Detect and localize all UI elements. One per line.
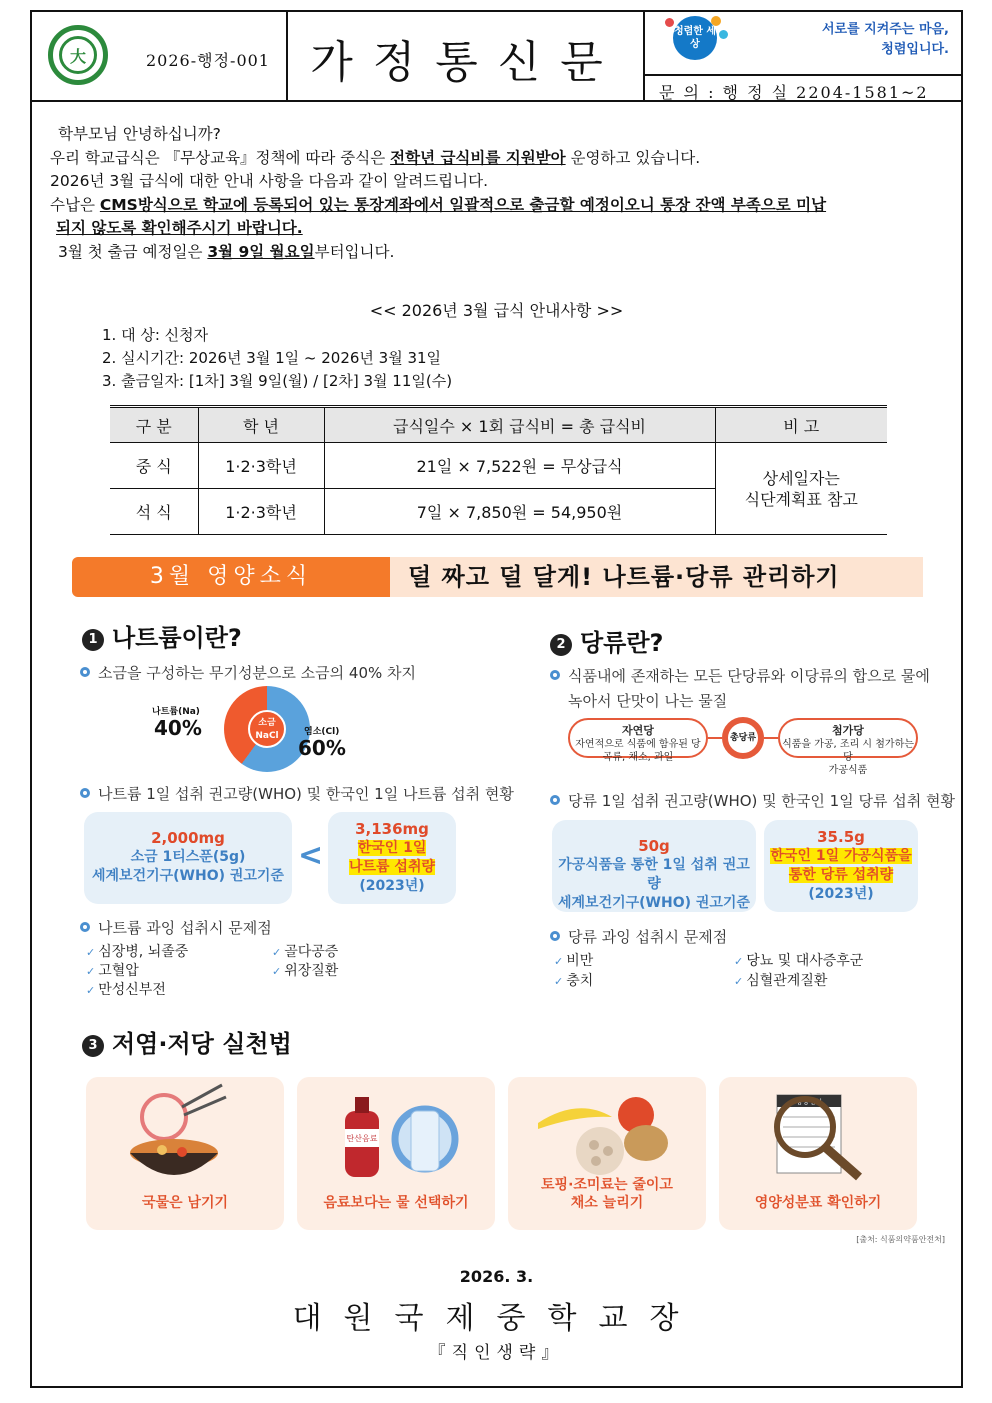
check-icon: ✓ — [272, 946, 282, 959]
soup-bowl-icon — [86, 1077, 284, 1187]
problem-text: 심장병, 뇌졸중 — [98, 944, 189, 960]
school-emblem-icon: 大 — [48, 25, 108, 85]
tip-label: 영양성분표 확인하기 — [754, 1195, 882, 1211]
card-line: (2023년) — [359, 878, 425, 894]
check-icon: ✓ — [554, 975, 564, 988]
logo-dot-icon — [719, 30, 728, 39]
greeting: 학부모님 안녕하십니까? — [58, 125, 221, 143]
text-span: 부터입니다. — [314, 242, 395, 261]
pie-center-line: NaCl — [255, 731, 279, 741]
table-row — [110, 443, 887, 489]
banner-headline: 덜 짜고 덜 달게! 나트륨·당류 관리하기 — [390, 557, 923, 597]
card-value: 35.5g — [817, 828, 865, 846]
issue-date: 2026. 3. — [459, 1267, 534, 1286]
heading-text: 저염·저당 실천법 — [112, 1030, 292, 1058]
sodium-desc — [80, 662, 416, 683]
seal-omitted: 『직인생략』 — [428, 1343, 565, 1363]
notice-item: 2. 실시기간: 2026년 3월 1일 ~ 2026년 3월 31일 — [102, 349, 442, 367]
document-frame — [30, 10, 963, 1388]
problem-text: 골다공증 — [284, 944, 339, 960]
sugar-desc — [550, 664, 930, 714]
problem-item — [554, 972, 593, 991]
pill-line: 가공식품 — [828, 765, 868, 776]
drink-bottles-icon — [297, 1077, 495, 1187]
intro-line: 되지 않도록 확인해주시기 바랍니다. — [56, 219, 303, 237]
header-left-cell — [32, 12, 288, 100]
tip-card-water — [297, 1077, 495, 1230]
page-title: 가정통신문 — [310, 37, 623, 88]
pie-center-line: 소금 — [258, 718, 276, 728]
problem-item — [554, 952, 593, 971]
emphasis-text: CMS방식으로 학교에 등록되어 있는 통장계좌에서 일괄적으로 출금할 예정이오니 통장 잔액 부족으로 미납 — [99, 195, 827, 214]
number-badge: 3 — [82, 1035, 104, 1057]
sodium-intake-title — [80, 783, 514, 804]
check-icon: ✓ — [86, 946, 96, 959]
problem-item — [86, 962, 139, 981]
emphasis-text: 전학년 급식비를 지원받아 — [390, 148, 566, 167]
check-icon: ✓ — [86, 965, 96, 978]
bullet-text: 나트륨 과잉 섭취시 문제점 — [98, 919, 272, 937]
notice-items — [102, 324, 452, 393]
number-badge: 1 — [82, 629, 104, 651]
tip-card-label — [719, 1077, 917, 1230]
bullet-text: 당류 과잉 섭취시 문제점 — [568, 928, 728, 946]
logo-dot-icon — [665, 18, 674, 27]
chlorine-label: 염소(Cl) — [304, 727, 340, 737]
problem-item — [734, 972, 827, 991]
pill-line: 곡류, 채소, 과일 — [602, 752, 674, 763]
fee-table — [110, 405, 887, 535]
table-cell: 7일 × 7,850원 = 54,950원 — [324, 489, 715, 535]
card-value: 50g — [638, 837, 670, 855]
bullet-text: 녹아서 단맛이 나는 물질 — [568, 692, 728, 710]
notice-item: 1. 대 상: 신청자 — [102, 326, 209, 344]
integrity-logo-icon: 청렴한 세상 — [673, 16, 717, 60]
check-icon: ✓ — [86, 984, 96, 997]
card-highlight: 통한 당류 섭취량 — [788, 867, 894, 883]
contact-row — [645, 74, 961, 100]
check-icon: ✓ — [272, 965, 282, 978]
col-header: 비 고 — [715, 407, 887, 443]
problem-item — [272, 943, 338, 962]
table-header-row — [110, 407, 887, 443]
sodium-who-card — [84, 812, 292, 904]
source-note: [출처: 식품의약품안전처] — [856, 1235, 945, 1244]
card-line: 세계보건기구(WHO) 권고기준 — [92, 868, 284, 884]
natural-sugar-pill — [568, 718, 708, 763]
intro-line — [50, 241, 945, 265]
magnifier-label-icon — [719, 1077, 917, 1187]
slogan-text: 서로를 지켜주는 마음, 청렴입니다. — [821, 22, 949, 57]
problem-item — [272, 962, 338, 981]
header-title-cell — [288, 12, 645, 100]
vegetables-icon — [508, 1077, 706, 1187]
header-right-cell — [645, 12, 961, 100]
col-header: 급식일수 × 1회 급식비 = 총 급식비 — [324, 407, 715, 443]
pill-line: 자연적으로 식품에 함유된 당 — [575, 739, 701, 750]
note-line: 식단계획표 참고 — [744, 489, 858, 509]
card-line: 세계보건기구(WHO) 권고기준 — [558, 895, 750, 911]
sodium-heading — [82, 618, 242, 653]
bullet-icon — [80, 667, 90, 677]
problem-text: 충치 — [566, 973, 594, 989]
problem-text: 만성신부전 — [98, 982, 166, 998]
problem-text: 당뇨 및 대사증후군 — [746, 953, 864, 969]
doc-number: 2026-행정-001 — [146, 51, 270, 70]
card-highlight: 한국인 1일 가공식품을 — [770, 848, 912, 864]
connector-line — [708, 737, 722, 739]
sodium-label: 나트륨(Na) — [152, 707, 200, 717]
principal-name: 대원국제중학교장 — [292, 1301, 701, 1336]
bullet-icon — [80, 922, 90, 932]
problem-text: 비만 — [566, 953, 594, 969]
card-line: 가공식품을 통한 1일 섭취 권고량 — [558, 857, 750, 892]
card-highlight: 한국인 1일 — [357, 840, 427, 856]
bullet-text: 당류 1일 섭취 권고량(WHO) 및 한국인 1일 당류 섭취 현황 — [568, 792, 955, 810]
bullet-icon — [550, 670, 560, 680]
bullet-icon — [80, 788, 90, 798]
bullet-icon — [550, 795, 560, 805]
emphasis-text: 3월 9일 월요일 — [207, 242, 315, 261]
table-cell: 1·2·3학년 — [198, 443, 324, 489]
added-sugar-pill — [778, 718, 918, 776]
table-cell: 석 식 — [110, 489, 198, 535]
practice-heading — [82, 1024, 292, 1059]
bullet-text: 나트륨 1일 섭취 권고량(WHO) 및 한국인 1일 나트륨 섭취 현황 — [98, 785, 514, 803]
notice-item: 3. 출금일자: [1차] 3월 9일(월) / [2차] 3월 11일(수) — [102, 372, 453, 390]
table-cell: 21일 × 7,522원 = 무상급식 — [324, 443, 715, 489]
col-header: 학 년 — [198, 407, 324, 443]
problem-item — [86, 981, 166, 1000]
pie-center-label — [248, 710, 286, 748]
sugar-heading — [550, 623, 663, 658]
problem-item — [734, 952, 863, 971]
problem-item — [86, 943, 188, 962]
logo-dot-icon — [711, 16, 721, 26]
text-span: 운영하고 있습니다. — [565, 148, 701, 167]
tip-card-soup — [86, 1077, 284, 1230]
sugar-intake-title — [550, 790, 955, 811]
number-badge: 2 — [550, 634, 572, 656]
tip-label: 국물은 남기기 — [141, 1195, 229, 1211]
nutrition-label-text: 영양정보 — [795, 1098, 823, 1106]
note-cell — [715, 443, 887, 535]
tip-card-vegetables — [508, 1077, 706, 1230]
banner-label: 3월 영양소식 — [72, 557, 390, 597]
nutrition-banner — [72, 557, 923, 597]
problem-text: 심혈관계질환 — [746, 973, 828, 989]
col-header: 구 분 — [110, 407, 198, 443]
contact-text: 문 의 : 행 정 실 2204-1581~2 — [659, 83, 929, 102]
problem-text: 위장질환 — [284, 963, 339, 979]
intro-line: 2026년 3월 급식에 대한 안내 사항을 다음과 같이 알려드립니다. — [50, 172, 489, 190]
less-than-icon: < — [298, 838, 324, 873]
card-value: 3,136mg — [355, 820, 429, 838]
pill-title: 자연당 — [622, 724, 654, 737]
intro-line — [50, 194, 945, 218]
card-line: 소금 1티스푼(5g) — [130, 849, 246, 865]
tip-label — [508, 1176, 706, 1212]
sodium-korea-card — [328, 812, 456, 904]
heading-text: 나트륨이란? — [112, 624, 242, 652]
notice-title: << 2026년 3월 급식 안내사항 >> — [369, 301, 624, 320]
card-value: 2,000mg — [151, 829, 225, 847]
check-icon: ✓ — [734, 955, 744, 968]
card-line: (2023년) — [808, 886, 874, 902]
pill-title: 첨가당 — [832, 724, 864, 737]
sugar-who-card — [552, 820, 756, 912]
check-icon: ✓ — [554, 955, 564, 968]
connector-line — [764, 737, 778, 739]
total-sugar-circle: 총당류 — [722, 717, 764, 759]
bullet-text: 식품내에 존재하는 모든 단당류와 이당류의 합으로 물에 — [568, 667, 930, 685]
text-span: 우리 학교급식은 『무상교육』정책에 따라 중식은 — [50, 148, 391, 167]
heading-text: 당류란? — [580, 629, 664, 657]
table-cell: 1·2·3학년 — [198, 489, 324, 535]
check-icon: ✓ — [734, 975, 744, 988]
card-highlight: 나트륨 섭취량 — [348, 859, 436, 875]
tip-label-line: 채소 늘리기 — [570, 1195, 644, 1211]
chlorine-percent: 60% — [298, 736, 346, 760]
intro-line — [50, 147, 945, 171]
note-line: 상세일자는 — [762, 468, 840, 488]
document-header — [32, 12, 961, 102]
table-cell: 중 식 — [110, 443, 198, 489]
text-span: 3월 첫 출금 예정일은 — [58, 242, 208, 261]
soda-label-text: 탄산음료 — [346, 1134, 378, 1143]
bullet-icon — [550, 931, 560, 941]
intro-text — [50, 123, 945, 264]
sodium-percent: 40% — [154, 716, 202, 740]
problem-text: 고혈압 — [98, 963, 139, 979]
tip-label-line: 토핑·조미료는 줄이고 — [541, 1177, 673, 1193]
sugar-korea-card — [764, 820, 918, 912]
bullet-text: 소금을 구성하는 무기성분으로 소금의 40% 차지 — [98, 664, 417, 682]
sodium-problem-title — [80, 917, 272, 938]
tip-label: 음료보다는 물 선택하기 — [323, 1195, 469, 1211]
pill-line: 식품을 가공, 조리 시 첨가하는 당 — [782, 739, 914, 763]
text-span: 수납은 — [50, 195, 100, 214]
sugar-problem-title — [550, 926, 727, 947]
